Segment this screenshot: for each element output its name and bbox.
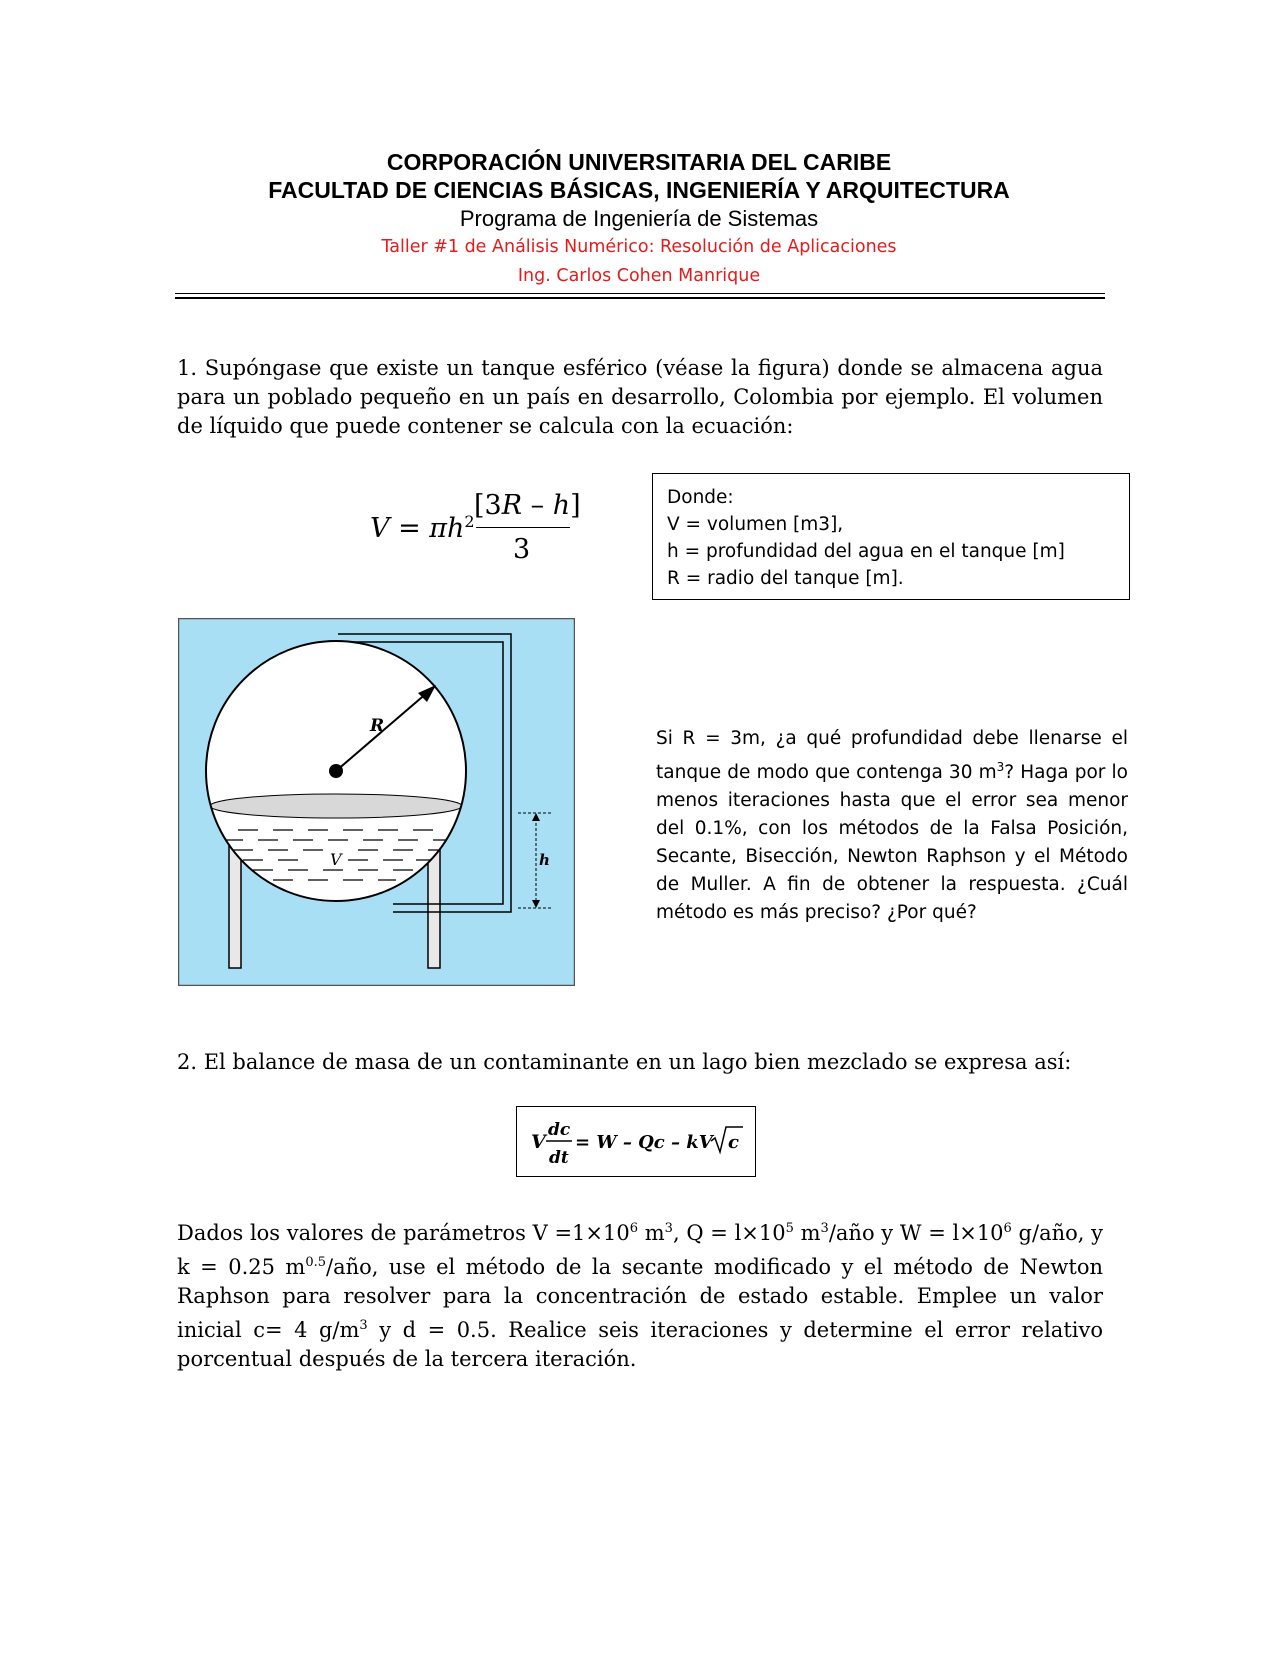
superscript: 5 bbox=[785, 1221, 794, 1236]
text-part: /año y W = l×10 bbox=[828, 1221, 1004, 1245]
text-part: g/año, y k = 0.25 m bbox=[177, 1221, 1104, 1279]
formula-num-open: [3 bbox=[474, 490, 502, 521]
superscript: 3 bbox=[359, 1318, 368, 1333]
problem2-statement bbox=[177, 1214, 1103, 1374]
program-name: Programa de Ingeniería de Sistemas bbox=[459, 206, 819, 231]
left-leg bbox=[229, 846, 241, 968]
formula-denominator: 3 bbox=[513, 534, 531, 565]
text-part: m bbox=[793, 1221, 821, 1245]
header-divider bbox=[175, 293, 1105, 294]
variables-legend-box bbox=[652, 473, 1130, 600]
problem1-intro: 1. Supóngase que existe un tanque esférico (véase la figura) donde se almacena agua para un poblado pequeño en un país en desarrollo, Colombia por ejemplo. El volumen de líquido que puede contener se calcula con la ecuación: bbox=[177, 356, 1103, 438]
workshop-title: Taller #1 de Análisis Numérico: Resolución de Aplicaciones bbox=[381, 237, 897, 257]
question-sup: 3 bbox=[996, 760, 1005, 774]
superscript: 0.5 bbox=[305, 1255, 327, 1270]
legend-line-radius: R = radio del tanque [m]. bbox=[667, 568, 904, 589]
text-part: m bbox=[638, 1221, 665, 1245]
header-divider-thick bbox=[175, 297, 1105, 299]
instructor-name: Ing. Carlos Cohen Manrique bbox=[517, 266, 761, 286]
formula-num-close: ] bbox=[570, 490, 581, 521]
problem1-question bbox=[656, 725, 1128, 927]
formula-num-R: R bbox=[501, 490, 523, 521]
eq-rhs: = W – Qc – kV bbox=[575, 1132, 713, 1153]
superscript: 3 bbox=[664, 1221, 673, 1236]
text-part: Dados los valores de parámetros V =1×10 bbox=[177, 1221, 630, 1245]
eq-V: V bbox=[531, 1131, 546, 1153]
text-part: , Q = l×10 bbox=[672, 1221, 786, 1245]
institution-name: CORPORACIÓN UNIVERSITARIA DEL CARIBE bbox=[386, 149, 892, 175]
question-pre: Si R = 3m, ¿a qué profundidad debe llenarse el tanque de modo que contenga 30 m bbox=[656, 728, 1128, 784]
eq-dc: dc bbox=[548, 1120, 571, 1140]
eq-dt: dt bbox=[549, 1148, 569, 1168]
label-h: h bbox=[539, 851, 550, 869]
mass-balance-equation bbox=[516, 1106, 756, 1177]
legend-title: Donde: bbox=[667, 487, 734, 508]
document-header bbox=[176, 148, 1102, 291]
question-post: ? Haga por lo menos iteraciones hasta que el error sea menor del 0.1%, con los métodos de la Falsa Posición, Secante, Bisección, Newton Raphson y el Método de Muller. A fin de obtener la respuesta. ¿Cuál método es más preciso? ¿Por qué? bbox=[656, 762, 1128, 924]
eq-sqrt-arg: c bbox=[728, 1132, 739, 1153]
faculty-name: FACULTAD DE CIENCIAS BÁSICAS, INGENIERÍA Y ARQUITECTURA bbox=[268, 177, 1010, 203]
formula-num-h: h bbox=[552, 490, 571, 521]
superscript: 6 bbox=[629, 1221, 639, 1236]
legend-line-volume: V = volumen [m3], bbox=[667, 514, 844, 535]
fraction-bar bbox=[476, 527, 570, 528]
label-V: V bbox=[330, 850, 342, 869]
text-part: /año, use el método de la secante modificado y el método de Newton Raphson para resolver para la concentración de estado estable. Emplee un valor inicial c= 4 g/m bbox=[177, 1255, 1103, 1342]
formula-exponent: 2 bbox=[464, 512, 475, 531]
problem2-intro: 2. El balance de masa de un contaminante en un lago bien mezclado se expresa así: bbox=[177, 1050, 1072, 1074]
text-part: y d = 0.5. Realice seis iteraciones y determine el error relativo porcentual después de la tercera iteración. bbox=[177, 1318, 1103, 1371]
formula-num-minus: – bbox=[522, 490, 553, 521]
superscript: 3 bbox=[820, 1221, 829, 1236]
formula-lhs: V = πh bbox=[370, 513, 465, 544]
legend-line-depth: h = profundidad del agua en el tanque [m] bbox=[667, 541, 1065, 562]
superscript: 6 bbox=[1003, 1221, 1012, 1236]
label-R: R bbox=[370, 716, 385, 736]
spherical-tank-figure bbox=[178, 618, 575, 986]
right-leg bbox=[428, 846, 440, 968]
